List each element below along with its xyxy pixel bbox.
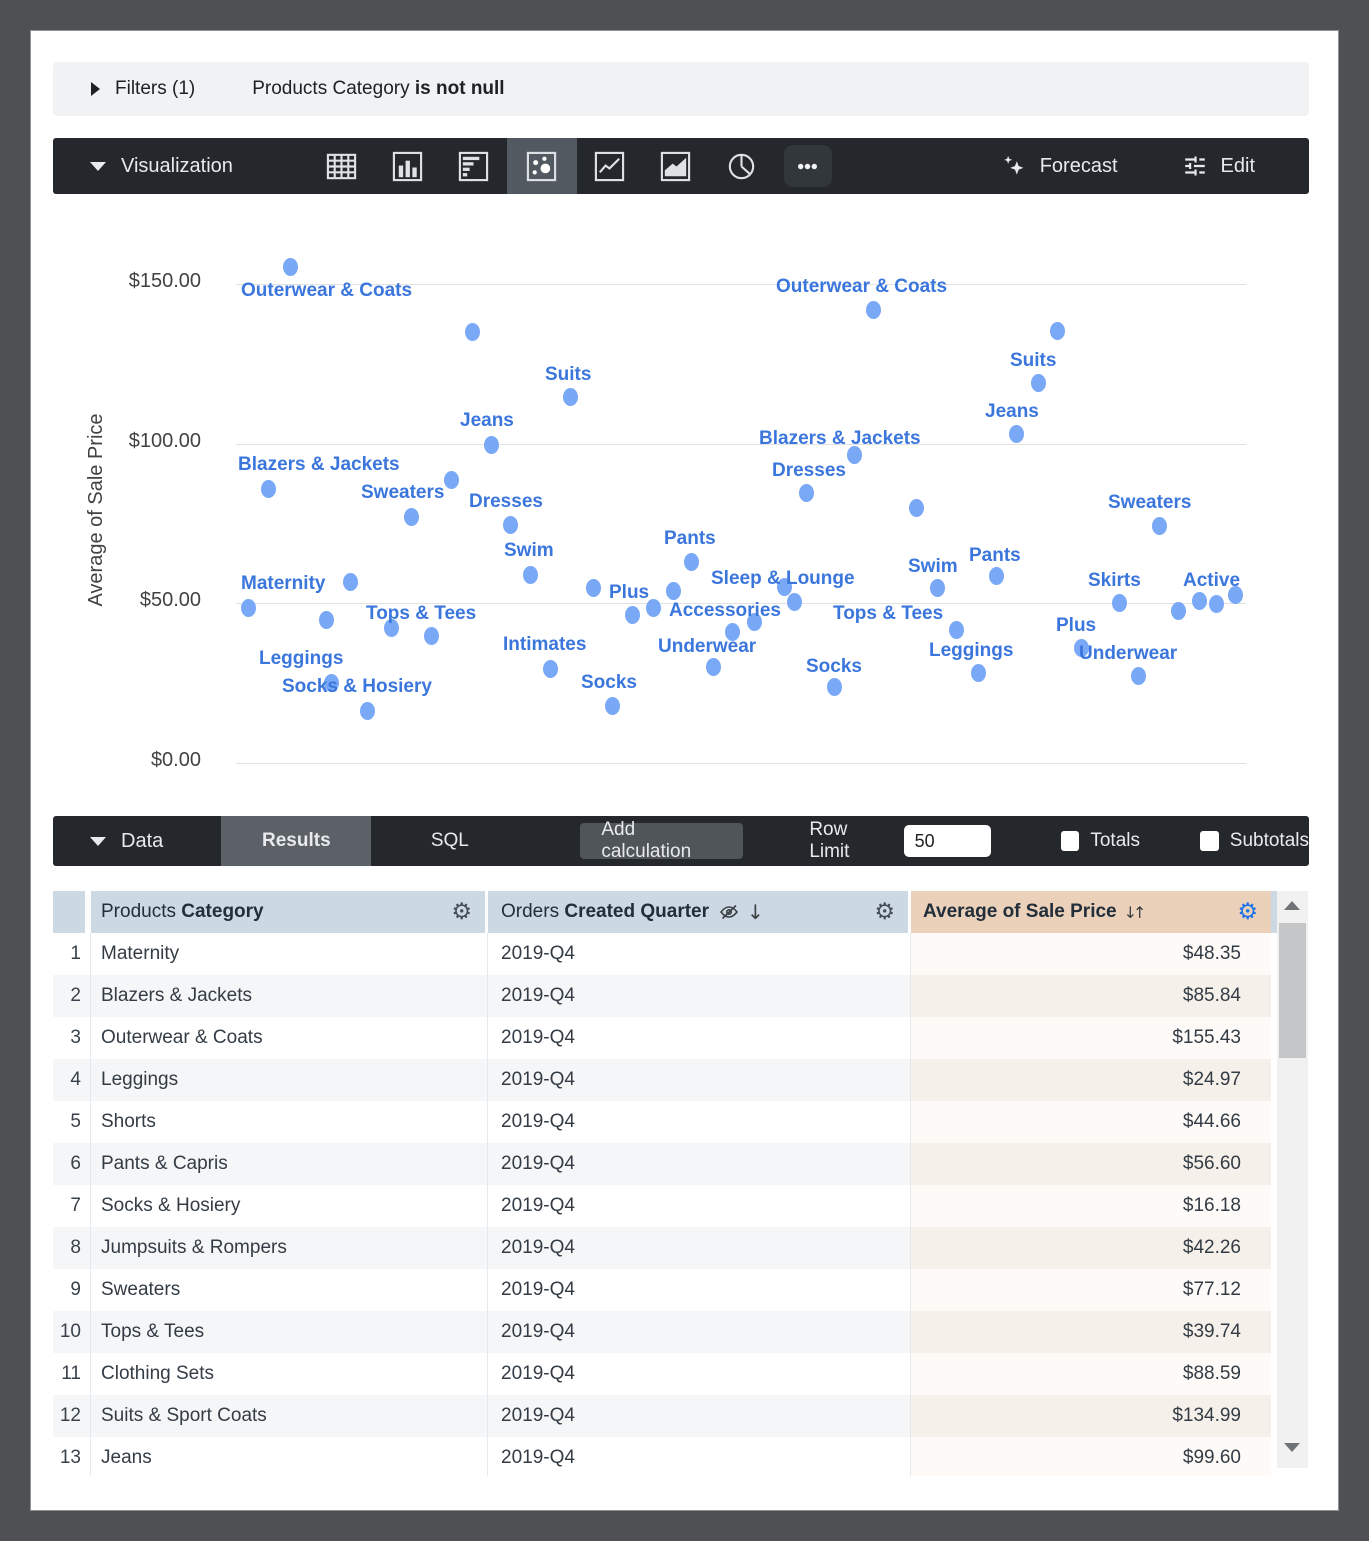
point-label: Jeans	[985, 401, 1039, 422]
scatter-point[interactable]	[1112, 594, 1127, 612]
gear-icon[interactable]: ⚙	[451, 899, 472, 925]
table-row[interactable]	[53, 1059, 1277, 1101]
point-label: Intimates	[503, 634, 587, 655]
forecast-label: Forecast	[1039, 154, 1118, 177]
totals-checkbox[interactable]	[1061, 831, 1080, 851]
value-cell[interactable]: $155.43	[911, 1017, 1271, 1059]
viz-actions	[1001, 153, 1255, 179]
scatter-point[interactable]	[261, 480, 276, 498]
scatter-point[interactable]	[563, 388, 578, 406]
subtotals-label: Subtotals	[1229, 830, 1309, 851]
value-cell[interactable]: $39.74	[911, 1311, 1271, 1353]
table-header	[53, 891, 1308, 933]
row-number[interactable]: 7	[53, 1185, 91, 1227]
scatter-point[interactable]	[360, 702, 375, 720]
row-number[interactable]: 2	[53, 975, 91, 1017]
scatter-point[interactable]	[241, 599, 256, 617]
line-chart-icon[interactable]	[593, 149, 627, 183]
column-header-orders-created-quarter[interactable]	[488, 891, 911, 933]
sort-toggle-icon[interactable]: ↓↑	[1123, 902, 1143, 922]
scatter-point[interactable]	[706, 658, 721, 676]
point-label: Blazers & Jackets	[759, 428, 921, 449]
category-cell[interactable]: Socks & Hosiery	[91, 1185, 488, 1227]
scatter-point[interactable]	[1009, 425, 1024, 443]
row-number[interactable]: 11	[53, 1353, 91, 1395]
explore-panel	[30, 30, 1339, 1511]
edit-label: Edit	[1220, 154, 1255, 177]
subtotals-checkbox[interactable]	[1200, 831, 1219, 851]
point-label: Swim	[504, 540, 554, 561]
point-label: Tops & Tees	[833, 603, 944, 624]
vertical-scrollbar[interactable]	[1277, 891, 1308, 1468]
point-label: Dresses	[469, 491, 543, 512]
visualization-toolbar	[53, 138, 1309, 194]
scatter-point[interactable]	[605, 697, 620, 715]
table-row[interactable]	[53, 1353, 1277, 1395]
scroll-down-icon[interactable]	[1284, 1443, 1300, 1452]
point-label: Maternity	[241, 573, 326, 594]
point-label: Jeans	[460, 410, 514, 431]
scatter-point[interactable]	[465, 323, 480, 341]
scatter-point[interactable]	[319, 611, 334, 629]
point-label: Socks & Hosiery	[282, 676, 432, 697]
y-tick-label: $50.00	[139, 589, 201, 612]
quarter-cell[interactable]: 2019-Q4	[488, 975, 911, 1017]
scatter-point[interactable]	[503, 516, 518, 534]
quarter-cell[interactable]: 2019-Q4	[488, 1311, 911, 1353]
row-number[interactable]: 8	[53, 1227, 91, 1269]
category-cell[interactable]: Pants & Capris	[91, 1143, 488, 1185]
totals-label: Totals	[1090, 830, 1140, 851]
category-cell[interactable]: Outerwear & Coats	[91, 1017, 488, 1059]
row-number[interactable]: 12	[53, 1395, 91, 1437]
table-row[interactable]	[53, 1269, 1277, 1311]
table-row[interactable]	[53, 1311, 1277, 1353]
scatter-point[interactable]	[444, 471, 459, 489]
forecast-sparkle-icon	[1001, 153, 1027, 179]
filter-summary	[252, 78, 504, 100]
scatter-point[interactable]	[1171, 602, 1186, 620]
filters-bar	[53, 62, 1309, 116]
scatter-point[interactable]	[949, 621, 964, 639]
scatter-point[interactable]	[1192, 592, 1207, 610]
scatter-point[interactable]	[1209, 595, 1224, 613]
scatter-point[interactable]	[684, 553, 699, 571]
scatter-point[interactable]	[523, 566, 538, 584]
scatter-point[interactable]	[1031, 374, 1046, 392]
table-icon[interactable]	[325, 149, 359, 183]
scatter-point[interactable]	[1152, 517, 1167, 535]
quarter-cell[interactable]: 2019-Q4	[488, 1437, 911, 1476]
value-cell[interactable]: $16.18	[911, 1185, 1271, 1227]
scatter-point[interactable]	[799, 484, 814, 502]
point-label: Plus	[609, 582, 650, 603]
quarter-cell[interactable]: 2019-Q4	[488, 933, 911, 975]
point-label: Swim	[908, 556, 958, 577]
quarter-cell[interactable]: 2019-Q4	[488, 1143, 911, 1185]
row-number[interactable]: 6	[53, 1143, 91, 1185]
more-icon[interactable]	[784, 145, 832, 187]
category-cell[interactable]: Tops & Tees	[91, 1311, 488, 1353]
y-tick-label: $100.00	[128, 429, 201, 452]
table-row[interactable]	[53, 1227, 1277, 1269]
table-body	[53, 933, 1277, 1476]
point-label: Outerwear & Coats	[241, 280, 413, 301]
collapse-data-icon[interactable]	[90, 837, 106, 846]
scatter-point[interactable]	[343, 573, 358, 591]
value-cell[interactable]: $48.35	[911, 933, 1271, 975]
value-cell[interactable]: $134.99	[911, 1395, 1271, 1437]
point-label: Accessories	[669, 600, 781, 621]
quarter-cell[interactable]: 2019-Q4	[488, 1059, 911, 1101]
value-cell[interactable]: $77.12	[911, 1269, 1271, 1311]
table-row[interactable]	[53, 1143, 1277, 1185]
scrollbar-thumb[interactable]	[1279, 923, 1306, 1058]
point-label: Suits	[545, 364, 592, 385]
table-row[interactable]	[53, 975, 1277, 1017]
point-label: Sleep & Lounge	[711, 568, 855, 589]
scatter-point[interactable]	[866, 301, 881, 319]
visualization-title[interactable]: Visualization	[121, 154, 233, 177]
table-row[interactable]	[53, 1185, 1277, 1227]
point-label: Dresses	[772, 460, 846, 481]
scatter-point[interactable]	[283, 258, 298, 276]
category-cell[interactable]: Suits & Sport Coats	[91, 1395, 488, 1437]
scatter-point[interactable]	[404, 508, 419, 526]
scatter-point[interactable]	[484, 436, 499, 454]
quarter-cell[interactable]: 2019-Q4	[488, 1395, 911, 1437]
point-label: Sweaters	[361, 482, 445, 503]
quarter-cell[interactable]: 2019-Q4	[488, 1185, 911, 1227]
category-cell[interactable]: Clothing Sets	[91, 1353, 488, 1395]
expand-filters-icon[interactable]	[91, 82, 100, 96]
gridline	[236, 444, 1246, 445]
row-number[interactable]: 3	[53, 1017, 91, 1059]
row-number[interactable]: 1	[53, 933, 91, 975]
y-axis-title: Average of Sale Price	[85, 413, 107, 607]
point-label: Blazers & Jackets	[238, 454, 400, 475]
filter-condition: is not null	[414, 78, 505, 99]
value-cell[interactable]: $42.26	[911, 1227, 1271, 1269]
value-cell[interactable]: $24.97	[911, 1059, 1271, 1101]
corner-cell	[53, 891, 91, 933]
category-cell[interactable]: Jumpsuits & Rompers	[91, 1227, 488, 1269]
point-label: Underwear	[658, 636, 757, 657]
sort-desc-icon[interactable]: ↓	[747, 900, 764, 924]
value-cell[interactable]: $88.59	[911, 1353, 1271, 1395]
point-label: Pants	[664, 528, 716, 549]
filters-toggle[interactable]: Filters (1)	[115, 78, 196, 99]
scatter-point[interactable]	[666, 582, 681, 600]
category-cell[interactable]: Shorts	[91, 1101, 488, 1143]
table-row[interactable]	[53, 933, 1277, 975]
column-prefix: Products	[101, 901, 176, 922]
point-label: Sweaters	[1108, 492, 1192, 513]
add-calculation-button[interactable]: Add calculation	[580, 823, 743, 859]
quarter-cell[interactable]: 2019-Q4	[488, 1227, 911, 1269]
data-toolbar	[53, 816, 1309, 866]
scatter-point[interactable]	[586, 579, 601, 597]
row-number[interactable]: 9	[53, 1269, 91, 1311]
point-label: Underwear	[1079, 643, 1178, 664]
value-cell[interactable]: $44.66	[911, 1101, 1271, 1143]
scatter-point[interactable]	[827, 678, 842, 696]
point-label: Suits	[1010, 350, 1057, 371]
hbar-chart-icon[interactable]	[457, 149, 491, 183]
gear-icon[interactable]: ⚙	[874, 899, 895, 925]
column-header-average-sale-price[interactable]	[911, 891, 1271, 933]
scatter-point[interactable]	[1050, 322, 1065, 340]
gridline	[236, 763, 1246, 764]
scatter-point[interactable]	[543, 660, 558, 678]
point-label: Outerwear & Coats	[776, 276, 948, 297]
scatter-icon[interactable]	[525, 149, 559, 183]
row-number[interactable]: 10	[53, 1311, 91, 1353]
scatter-point[interactable]	[1131, 667, 1146, 685]
category-cell[interactable]: Blazers & Jackets	[91, 975, 488, 1017]
row-number[interactable]: 4	[53, 1059, 91, 1101]
point-label: Leggings	[259, 648, 344, 669]
scatter-point[interactable]	[787, 593, 802, 611]
table-row[interactable]	[53, 1437, 1277, 1476]
results-table	[53, 891, 1308, 1476]
viz-type-picker	[309, 138, 841, 194]
area-chart-icon[interactable]	[659, 149, 693, 183]
scroll-up-icon[interactable]	[1284, 901, 1300, 910]
column-name: Category	[181, 901, 264, 922]
point-label: Leggings	[929, 640, 1014, 661]
edit-button[interactable]	[1182, 153, 1255, 179]
forecast-button[interactable]	[1001, 153, 1118, 179]
table-row[interactable]	[53, 1395, 1277, 1437]
value-cell[interactable]: $85.84	[911, 975, 1271, 1017]
table-row[interactable]	[53, 1101, 1277, 1143]
scatter-point[interactable]	[625, 606, 640, 624]
column-name: Created Quarter	[564, 901, 710, 922]
row-limit-label: Row Limit	[809, 819, 850, 862]
scatter-point[interactable]	[424, 627, 439, 645]
quarter-cell[interactable]: 2019-Q4	[488, 1017, 911, 1059]
row-number[interactable]: 13	[53, 1437, 91, 1476]
scatter-point[interactable]	[989, 567, 1004, 585]
row-number[interactable]: 5	[53, 1101, 91, 1143]
category-cell[interactable]: Sweaters	[91, 1269, 488, 1311]
edit-settings-icon	[1182, 153, 1208, 179]
point-label: Skirts	[1088, 570, 1141, 591]
y-tick-label: $0.00	[150, 749, 201, 771]
gear-icon-active[interactable]: ⚙	[1237, 899, 1258, 925]
column-header-products-category[interactable]	[91, 891, 488, 933]
scatter-point[interactable]	[971, 664, 986, 682]
value-cell[interactable]: $99.60	[911, 1437, 1271, 1476]
eye-slash-icon	[719, 904, 739, 920]
table-row[interactable]	[53, 1017, 1277, 1059]
row-limit-input[interactable]	[904, 825, 991, 857]
point-label: Socks	[806, 656, 862, 677]
column-prefix: Orders	[501, 901, 560, 922]
column-name: Average of Sale Price	[923, 901, 1117, 922]
filter-field: Products Category	[252, 78, 410, 99]
value-cell[interactable]: $56.60	[911, 1143, 1271, 1185]
bar-chart-icon[interactable]	[391, 149, 425, 183]
data-title[interactable]: Data	[121, 829, 164, 852]
point-label: Socks	[581, 672, 637, 693]
y-tick-label: $150.00	[128, 269, 201, 292]
quarter-cell[interactable]: 2019-Q4	[488, 1353, 911, 1395]
scatter-point[interactable]	[909, 499, 924, 517]
collapse-visualization-icon[interactable]	[90, 162, 106, 171]
category-cell[interactable]: Leggings	[91, 1059, 488, 1101]
point-label: Pants	[969, 545, 1021, 566]
quarter-cell[interactable]: 2019-Q4	[488, 1101, 911, 1143]
scatter-point[interactable]	[930, 579, 945, 597]
tab-results[interactable]: Results	[221, 816, 371, 866]
category-cell[interactable]: Maternity	[91, 933, 488, 975]
point-label: Active	[1183, 570, 1241, 591]
category-cell[interactable]: Jeans	[91, 1437, 488, 1476]
quarter-cell[interactable]: 2019-Q4	[488, 1269, 911, 1311]
point-label: Plus	[1056, 615, 1097, 636]
point-label: Tops & Tees	[366, 603, 477, 624]
pie-chart-icon[interactable]	[725, 149, 759, 183]
tab-sql[interactable]: SQL	[430, 830, 469, 851]
